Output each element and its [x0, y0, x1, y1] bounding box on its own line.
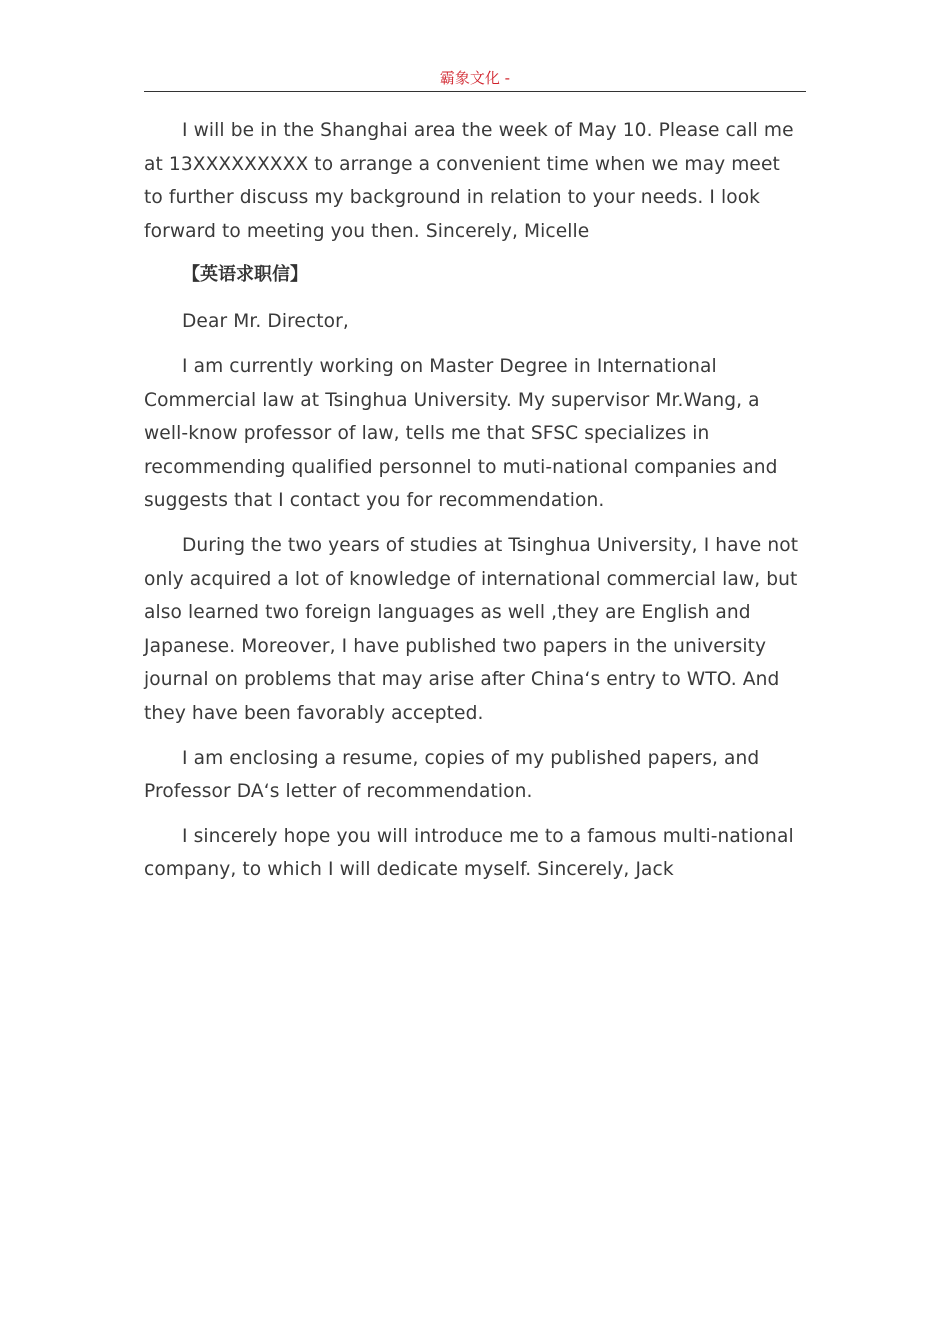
- body-paragraph: I am currently working on Master Degree in International Commercial law at Tsinghua University. My supervisor Mr.Wang, a well-know professor of law, tells me that SFSC specializes in recommending qualified personnel to muti-national companies and suggests that I contact you for recommendation.: [144, 355, 778, 512]
- section-heading: 【英语求职信】: [182, 264, 308, 286]
- body-paragraph: During the two years of studies at Tsinghua University, I have not only acquired a lot of knowledge of international commercial law, but also learned two foreign languages as well ,they are English and Japanese. Moreover, I have published two papers in the university journal on problems that may arise after China‘s entry to WTO. And they have been favorably accepted.: [144, 534, 799, 724]
- closing-paragraph: I sincerely hope you will introduce me to a famous multi-national company, to which I will dedicate myself. Sincerely, Jack: [144, 825, 794, 881]
- header-title: 霸象文化 -: [439, 69, 511, 87]
- document-body: [144, 114, 804, 898]
- salutation: Dear Mr. Director,: [182, 311, 349, 333]
- page-header: [144, 66, 806, 92]
- intro-paragraph: I will be in the Shanghai area the week of May 10. Please call me at 13XXXXXXXXX to arrange a convenient time when we may meet to further discuss my background in relation to your needs. I look forward to meeting you then. Sincerely, Micelle: [144, 120, 794, 242]
- body-paragraph: I am enclosing a resume, copies of my published papers, and Professor DA‘s letter of recommendation.: [144, 747, 760, 803]
